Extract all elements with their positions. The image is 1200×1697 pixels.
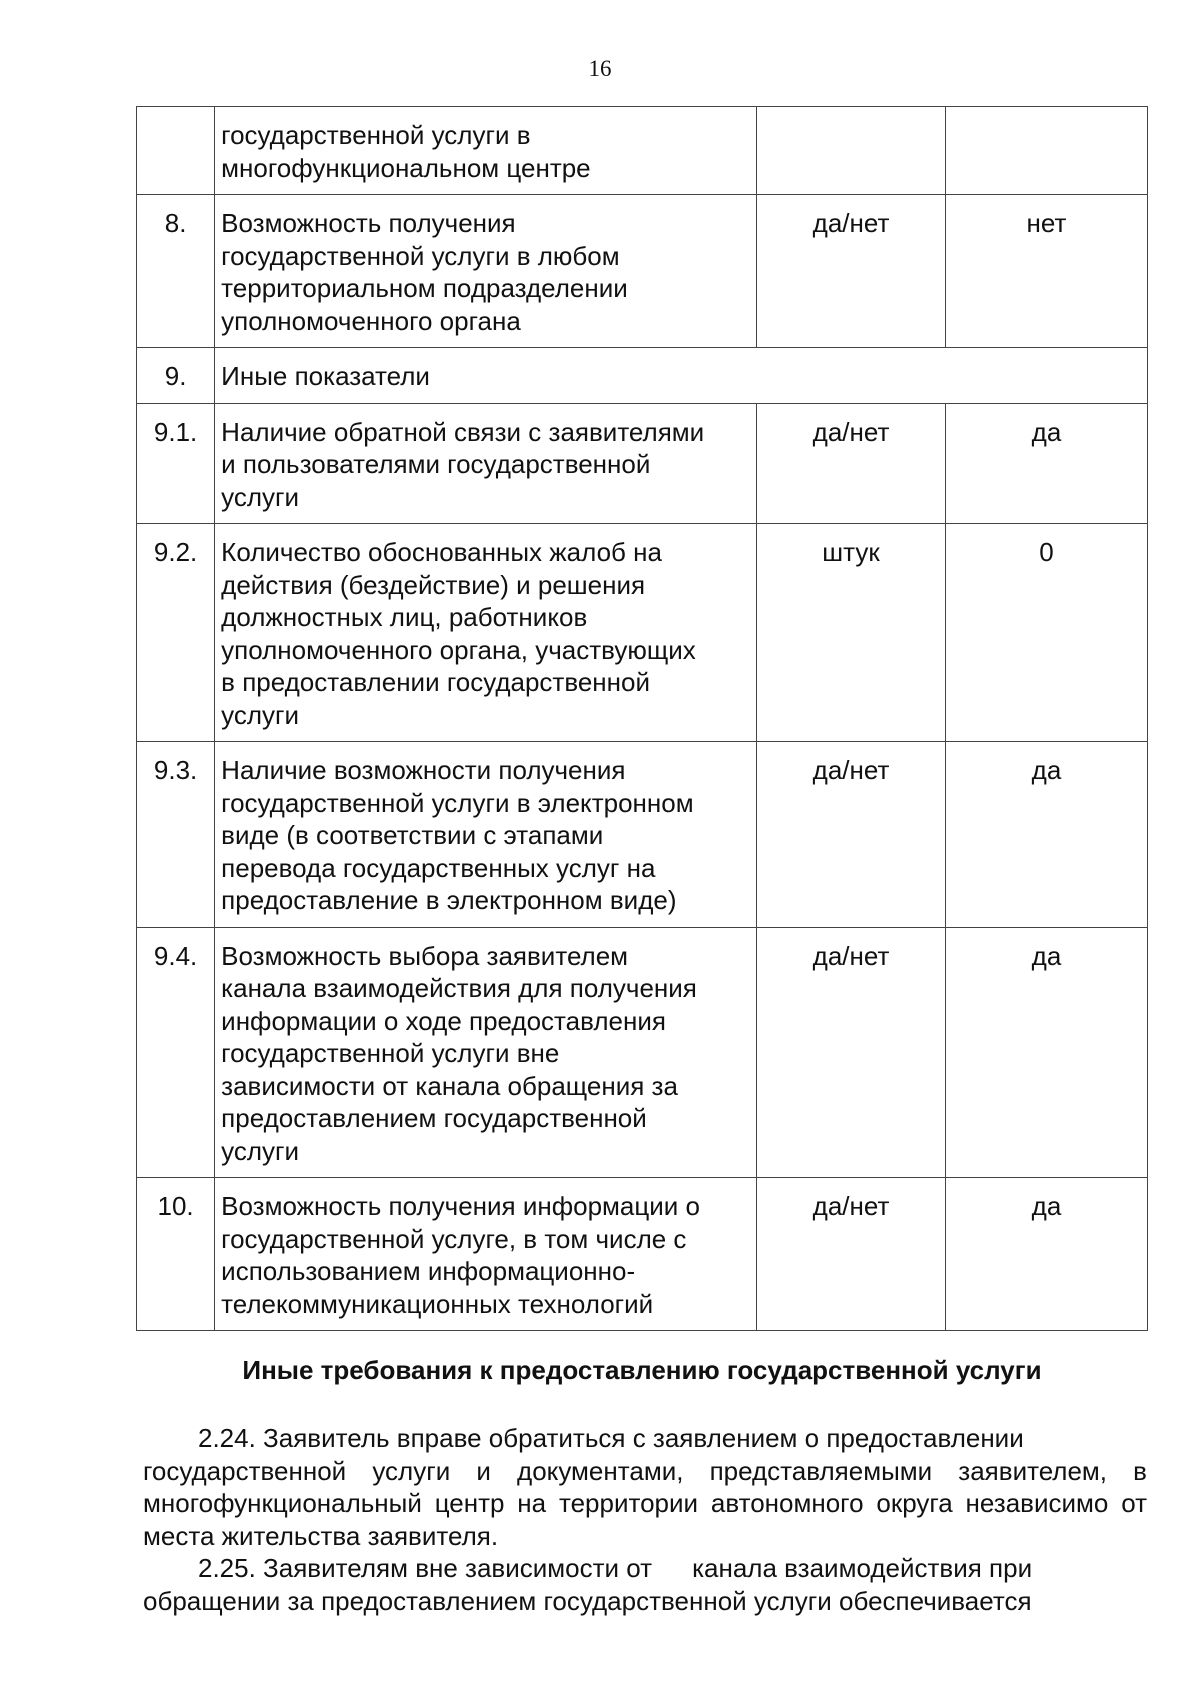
- row-number: 9.: [137, 348, 215, 404]
- table-row: [137, 742, 1148, 928]
- indicator-description: [215, 195, 757, 348]
- normative-value: да: [945, 742, 1147, 928]
- row-number: 9.1.: [137, 403, 215, 524]
- table-row: [137, 1178, 1148, 1331]
- row-number: 9.4.: [137, 927, 215, 1178]
- unit-of-measure: да/нет: [757, 403, 946, 524]
- unit-of-measure: [757, 107, 946, 195]
- table-row: [137, 195, 1148, 348]
- row-number: 9.3.: [137, 742, 215, 928]
- description-line: и пользователями государственной: [221, 449, 651, 479]
- table-row: [137, 107, 1148, 195]
- paragraph-2-25-lead-b: канала взаимодействия при: [692, 1553, 1033, 1583]
- description-line: многофункциональном центре: [221, 152, 591, 183]
- description-line: зависимости от канала обращения за: [221, 1070, 678, 1101]
- normative-value: [945, 107, 1147, 195]
- paragraph-2-25-lead: [143, 1552, 1147, 1585]
- indicator-description: [215, 524, 757, 742]
- description-line: услуги: [221, 1135, 300, 1166]
- row-number: 8.: [137, 195, 215, 348]
- paragraph-2-25-lead-a: 2.25. Заявителям вне зависимости от: [198, 1553, 653, 1583]
- description-line: должностных лиц, работников: [221, 602, 588, 632]
- description-line: действия (бездействие) и решения: [221, 569, 646, 600]
- description-line: Наличие возможности получения: [221, 755, 626, 785]
- normative-value: да: [945, 1178, 1147, 1331]
- description-line: уполномоченного органа: [221, 305, 521, 336]
- table-row: [137, 927, 1148, 1178]
- description-line: услуги: [221, 699, 300, 730]
- description-line: государственной услуги вне: [221, 1038, 560, 1068]
- description-line: услуги: [221, 481, 300, 512]
- table-row: [137, 403, 1148, 524]
- description-line: предоставлением государственной: [221, 1103, 647, 1133]
- description-line: Возможность получения: [221, 208, 516, 238]
- unit-of-measure: да/нет: [757, 927, 946, 1178]
- normative-value: да: [945, 403, 1147, 524]
- indicator-description: [215, 348, 1148, 404]
- description-line: государственной услуги в: [221, 120, 531, 150]
- paragraph-2-24-lead: 2.24. Заявитель вправе обратиться с заявлением о предоставлении: [198, 1423, 1024, 1453]
- description-line: Возможность выбора заявителем: [221, 940, 629, 971]
- description-line: уполномоченного органа, участвующих: [221, 634, 696, 665]
- body-text: [143, 1422, 1147, 1617]
- paragraph-2-25-body: обращении за предоставлением государственной услуги обеспечивается: [143, 1585, 1032, 1616]
- unit-of-measure: штук: [757, 524, 946, 742]
- description-line: территориальном подразделении: [221, 273, 628, 303]
- description-line: государственной услуги в электронном: [221, 787, 694, 818]
- indicator-description: [215, 742, 757, 928]
- description-line: телекоммуникационных технологий: [221, 1288, 654, 1319]
- description-line: государственной услуги в любом: [221, 240, 620, 271]
- description-line: Возможность получения информации о: [221, 1191, 701, 1221]
- description-line: в предоставлении государственной: [221, 667, 651, 697]
- row-number: 10.: [137, 1178, 215, 1331]
- description-line: информации о ходе предоставления: [221, 1005, 666, 1036]
- description-line: Количество обоснованных жалоб на: [221, 537, 662, 567]
- indicator-description: [215, 107, 757, 195]
- normative-value: нет: [945, 195, 1147, 348]
- table-row: [137, 348, 1148, 404]
- description-line: предоставление в электронном виде): [221, 885, 677, 915]
- unit-of-measure: да/нет: [757, 742, 946, 928]
- row-number: [137, 107, 215, 195]
- indicator-description: [215, 1178, 757, 1331]
- quality-indicators-table: [136, 106, 1148, 1331]
- section-heading: Иные требования к предоставлению государственной услуги: [242, 1355, 1042, 1385]
- table-row: [137, 524, 1148, 742]
- indicator-description: [215, 403, 757, 524]
- description-line: виде (в соответствии с этапами: [221, 820, 604, 850]
- indicator-description: [215, 927, 757, 1178]
- paragraph-2-24-body: государственной услуги и документами, представляемыми заявителем, в многофункциональный центр на территории автономного округа независимо от места жительства заявителя.: [143, 1455, 1147, 1551]
- description-line: Наличие обратной связи с заявителями: [221, 416, 705, 447]
- description-line: перевода государственных услуг на: [221, 852, 656, 883]
- normative-value: да: [945, 927, 1147, 1178]
- page-number: 16: [588, 56, 612, 81]
- description-line: канала взаимодействия для получения: [221, 973, 697, 1003]
- description-line: государственной услуге, в том числе с: [221, 1223, 687, 1254]
- normative-value: 0: [945, 524, 1147, 742]
- description-line: использованием информационно-: [221, 1256, 636, 1286]
- unit-of-measure: да/нет: [757, 1178, 946, 1331]
- unit-of-measure: да/нет: [757, 195, 946, 348]
- row-number: 9.2.: [137, 524, 215, 742]
- description-line: Иные показатели: [221, 361, 430, 391]
